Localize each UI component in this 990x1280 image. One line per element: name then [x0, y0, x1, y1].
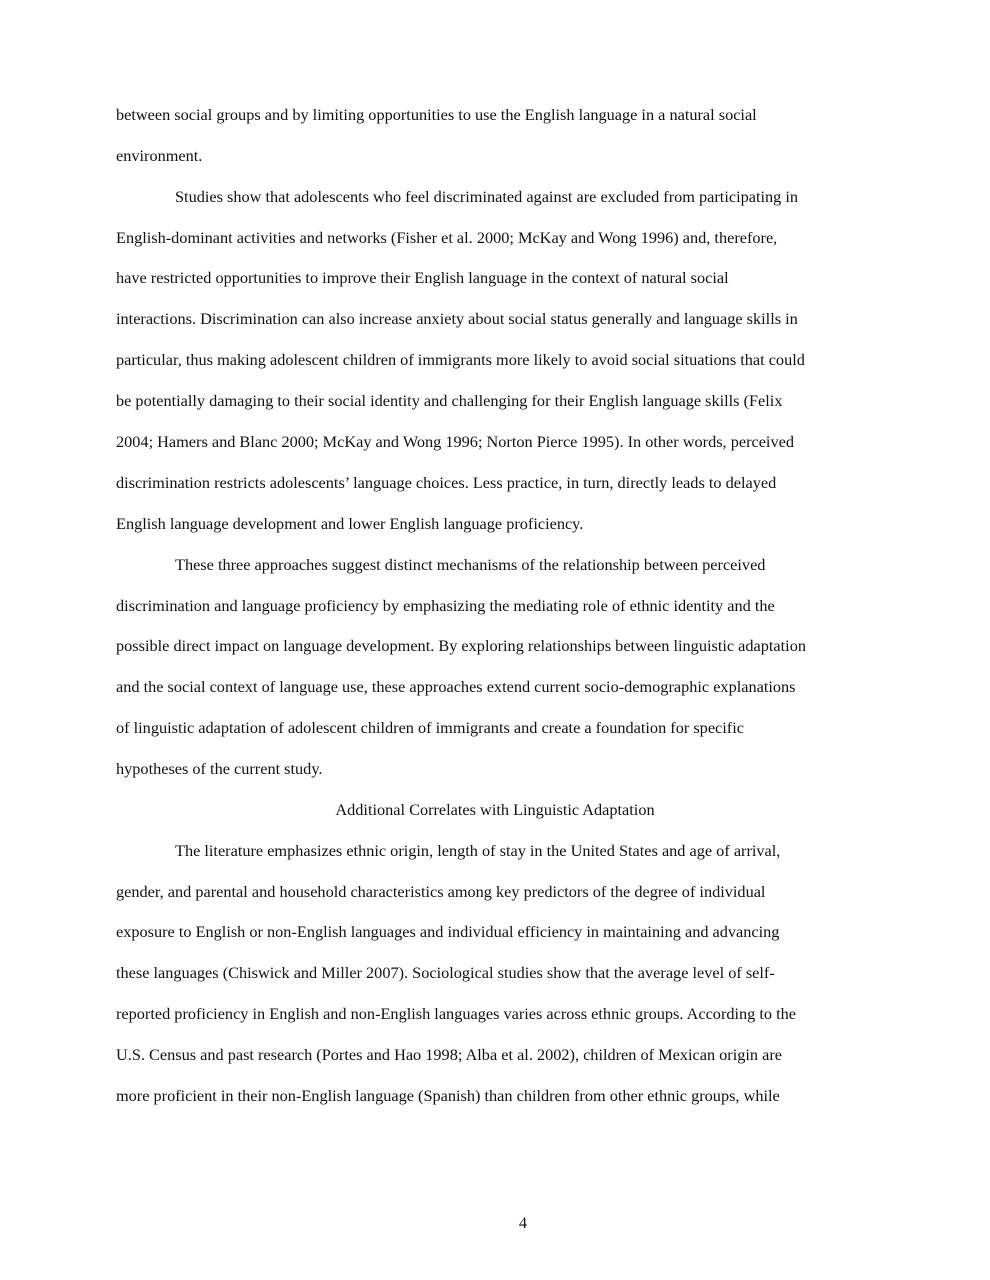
text-line: English-dominant activities and networks (Fisher et al. 2000; McKay and Wong 1996) and, therefore,	[116, 228, 778, 247]
text-line: possible direct impact on language development. By exploring relationships between linguistic adaptation	[116, 636, 806, 655]
text-line: environment.	[116, 146, 203, 165]
text-line: these languages (Chiswick and Miller 2007). Sociological studies show that the average level of self-	[116, 963, 775, 982]
page-number: 4	[518, 1213, 528, 1232]
text-line: gender, and parental and household characteristics among key predictors of the degree of individual	[116, 882, 766, 901]
text-line: English language development and lower English language proficiency.	[116, 514, 584, 533]
paragraph-first-line: Studies show that adolescents who feel discriminated against are excluded from participating in	[175, 187, 799, 206]
text-line: particular, thus making adolescent children of immigrants more likely to avoid social situations that could	[116, 350, 805, 369]
text-line: reported proficiency in English and non-English languages varies across ethnic groups. According to the	[116, 1004, 797, 1023]
paragraph-first-line: These three approaches suggest distinct mechanisms of the relationship between perceived	[175, 555, 766, 574]
text-line: 2004; Hamers and Blanc 2000; McKay and Wong 1996; Norton Pierce 1995). In other words, perceived	[116, 432, 794, 451]
text-line: of linguistic adaptation of adolescent children of immigrants and create a foundation for specific	[116, 718, 744, 737]
text-line: hypotheses of the current study.	[116, 759, 323, 778]
text-line: and the social context of language use, these approaches extend current socio-demographic explanations	[116, 677, 796, 696]
text-line: more proficient in their non-English language (Spanish) than children from other ethnic groups, while	[116, 1086, 780, 1105]
text-line: between social groups and by limiting opportunities to use the English language in a natural social	[116, 105, 757, 124]
text-line: exposure to English or non-English languages and individual efficiency in maintaining and advancing	[116, 922, 780, 941]
text-line: discrimination and language proficiency by emphasizing the mediating role of ethnic identity and the	[116, 596, 775, 615]
text-line: U.S. Census and past research (Portes and Hao 1998; Alba et al. 2002), children of Mexican origin are	[116, 1045, 782, 1064]
text-line: interactions. Discrimination can also increase anxiety about social status generally and language skills in	[116, 309, 798, 328]
section-heading: Additional Correlates with Linguistic Adaptation	[335, 800, 655, 819]
text-line: have restricted opportunities to improve their English language in the context of natural social	[116, 268, 729, 287]
text-line: be potentially damaging to their social identity and challenging for their English language skills (Felix	[116, 391, 783, 410]
text-line: discrimination restricts adolescents’ language choices. Less practice, in turn, directly leads to delayed	[116, 473, 777, 492]
paragraph-first-line: The literature emphasizes ethnic origin, length of stay in the United States and age of arrival,	[175, 841, 781, 860]
